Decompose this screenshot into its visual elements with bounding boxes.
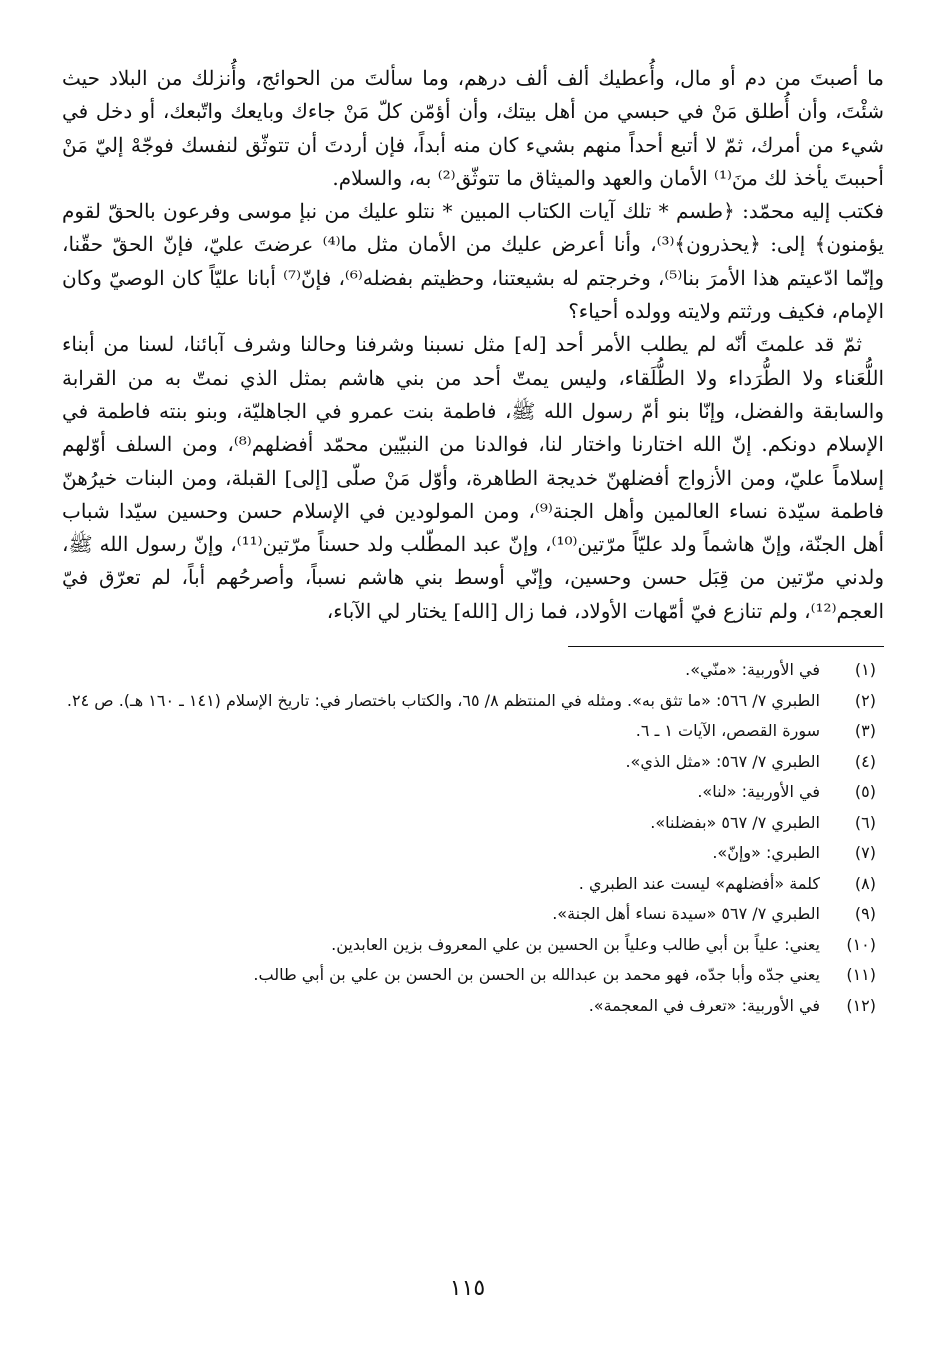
footnote-item [62, 716, 884, 747]
footnote-text: كلمة «أفضلهم» ليست عند الطبري . [578, 873, 820, 893]
footnote-item [62, 747, 884, 778]
footnote-text: الطبري ٧/ ٥٦٦: «ما تثق به». ومثله في المنتظم ٨/ ٦٥، والكتاب باختصار في: تاريخ الإسلام (١٤١ ـ ١٦٠ هـ). ص ٢٤. [66, 690, 820, 710]
footnote-item [62, 991, 884, 1022]
footnote-item [62, 808, 884, 839]
page-number: ١١٥ [449, 1276, 486, 1301]
footnote-item [62, 869, 884, 900]
footnote-text: يعني: علياً بن أبي طالب وعلياً بن الحسين بن علي المعروف بزين العابدين. [331, 934, 820, 954]
footnotes-list [62, 655, 884, 1021]
footnote-number: (١١) [846, 965, 876, 985]
footnote-text: الطبري ٧/ ٥٦٧: «مثل الذي». [625, 751, 820, 771]
paragraph-amnesty-offer: ما أصبتَ من دم أو مال، وأُعطيك ألف ألف درهم، وما سألتَ من الحوائج، وأُنزلك من البلاد حيث شئْتَ، وأن أُطلق مَنْ في حبسي من أهل بيتك، وأن أؤمّن كلّ مَنْ جاءك وبايعك واتّبعك، أو دخل في شيء من أمرك، ثمّ لا أتبع أحداً منهم بشيء كان منه أبداً، فإن أردتَ أن تتوثّق لنفسك فوجّهْ إليّ مَنْ أحببتَ يأخذ لك منَ⁽¹⁾ الأمان والعهد والميثاق ما تتوثّق⁽²⁾ به، والسلام. [62, 66, 884, 190]
footnote-text: سورة القصص، الآيات ١ ـ ٦. [635, 721, 820, 741]
footnote-number: (١٢) [846, 995, 876, 1015]
footnote-number: (٣) [854, 721, 876, 741]
footnote-text: يعني جدّه وأبا جدّه، فهو محمد بن عبدالله بن الحسن بن الحسن بن علي بن أبي طالب. [253, 965, 820, 985]
footnote-item [62, 686, 884, 717]
paragraph-lineage-claim: ثمّ قد علمتَ أنّه لم يطلب الأمر أحد [له] مثل نسبنا وشرفنا وحالنا وشرف آبائنا، لسنا من أبناء اللُّعَناء ولا الطُّرَداء ولا الطُّلَقاء، وليس يمتّ أحد من بني هاشم بمثل الذي نمتّ به من القرابة والسابقة والفضل، وإنّا بنو أمّ رسول الله ﷺ، فاطمة بنت عمرو في الجاهليّة، وبنو بنته فاطمة في الإسلام دونكم. إنّ الله اختارنا واختار لنا، فوالدنا من النبيّين محمّد أفضلهم⁽⁸⁾، ومن السلف أوّلهم إسلاماً عليّ، ومن الأزواج أفضلهنّ خديجة الطاهرة، وأوّل مَنْ صلّى [إلى] القبلة، ومن البنات خيرُهنّ فاطمة سيّدة نساء العالمين وأهل الجنة⁽⁹⁾، ومن المولودين في الإسلام حسن وحسين سيّدا شباب أهل الجنّة، وإنّ هاشماً ولد عليّاً مرّتين⁽¹⁰⁾، وإنّ عبد المطّلب ولد حسناً مرّتين⁽¹¹⁾، وإنّ رسول الله ﷺ، ولدني مرّتين من قِبَل حسن وحسين، وإنّي أوسط بني هاشم نسباً، وأصرحُهم أباً، لم تعرّق فيّ العجم⁽¹²⁾، ولم تنازع فيّ أمّهات الأولاد، فما زال [الله] يختار لي الآباء، [62, 332, 884, 623]
footnote-number: (٦) [854, 812, 876, 832]
footnote-item [62, 930, 884, 961]
footnote-number: (٨) [854, 873, 876, 893]
footnote-item [62, 655, 884, 686]
footnote-text: الطبري ٧/ ٥٦٧ «سيدة نساء أهل الجنة». [552, 904, 820, 924]
footnote-item [62, 899, 884, 930]
footnote-number: (٧) [854, 843, 876, 863]
footnote-text: الطبري ٧/ ٥٦٧ «بفضلنا». [650, 812, 820, 832]
footnote-item [62, 960, 884, 991]
footnote-divider [568, 646, 884, 647]
footnote-number: (١٠) [846, 934, 876, 954]
main-text-body [62, 62, 884, 628]
footnote-text: في الأوربية: «لنا». [697, 782, 820, 802]
footnote-number: (٩) [854, 904, 876, 924]
footnote-number: (١) [854, 660, 876, 680]
footnote-number: (٢) [854, 690, 876, 710]
footnote-text: في الأوربية: «منّي». [685, 660, 820, 680]
paragraph-muhammad-reply: فكتب إليه محمّد: ﴿طسم * تلك آيات الكتاب المبين * نتلو عليك من نبإ موسى وفرعون بالحقّ لقوم يؤمنون﴾ إلى: ﴿يحذرون﴾⁽³⁾، وأنا أعرض عليك من الأمان مثل ما⁽⁴⁾ عرضتَ عليّ، فإنّ الحقّ حقّنا، وإنّما ادّعيتم هذا الأمرَ بنا⁽⁵⁾، وخرجتم له بشيعتنا، وحظيتم بفضله⁽⁶⁾، فإنّ⁽⁷⁾ أبانا عليّاً كان الوصيّ وكان الإمام، فكيف ورثتم ولايته وولده أحياء؟ [62, 199, 884, 324]
footnote-text: الطبري: «وإنّ». [712, 843, 820, 863]
footnote-item [62, 838, 884, 869]
footnote-number: (٥) [854, 782, 876, 802]
book-page [62, 62, 884, 1021]
footnote-item [62, 777, 884, 808]
footnote-text: في الأوربية: «تعرف في المعجمة». [588, 995, 820, 1015]
footnote-number: (٤) [854, 751, 876, 771]
